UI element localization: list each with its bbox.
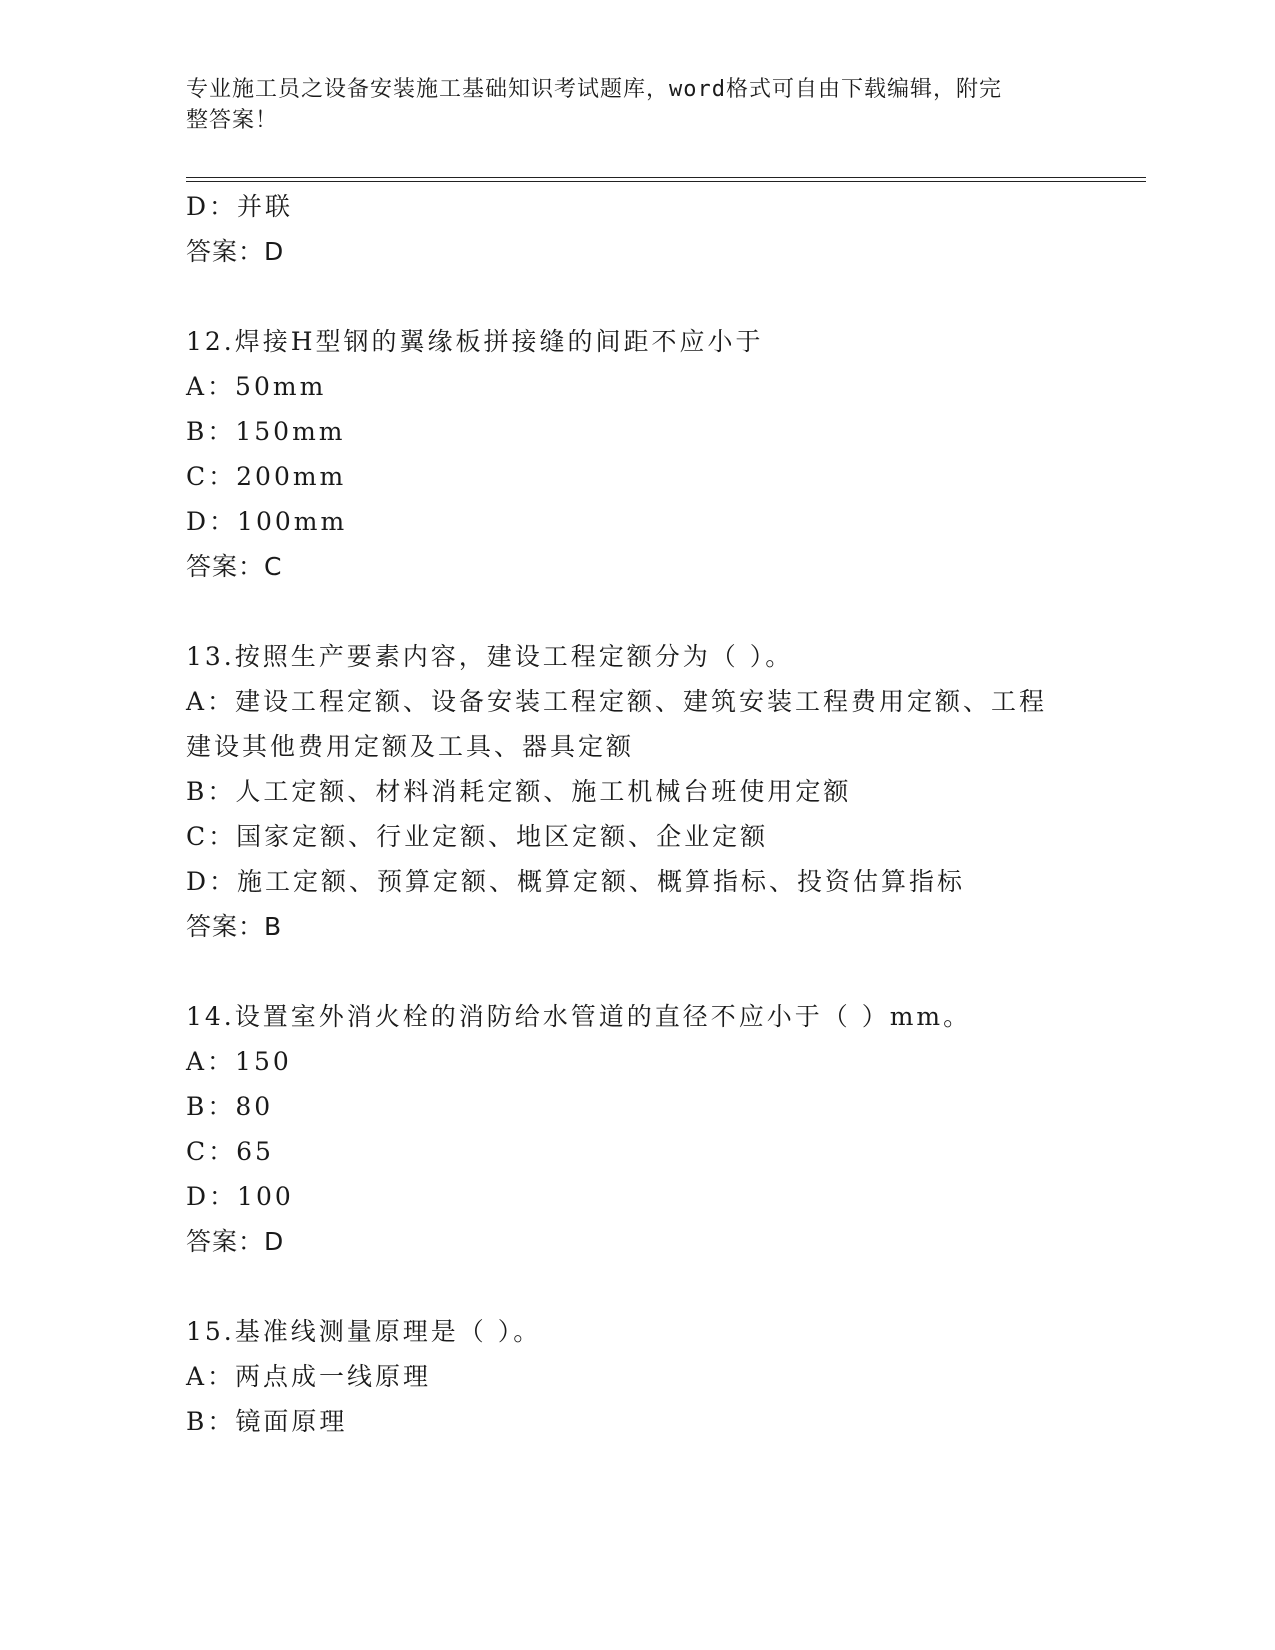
q14-option-a: A：150 [186, 1047, 292, 1076]
q14-question: 14.设置室外消火栓的消防给水管道的直径不应小于（ ）mm。 [186, 1002, 972, 1031]
q14-option-c: C：65 [186, 1137, 274, 1166]
q13-question: 13.按照生产要素内容，建设工程定额分为（ ）。 [186, 642, 794, 671]
q14-option-b: B：80 [186, 1092, 274, 1121]
q15-question: 15.基准线测量原理是（ ）。 [186, 1317, 542, 1346]
q13-option-d: D：施工定额、预算定额、概算定额、概算指标、投资估算指标 [186, 867, 966, 896]
q13-option-a-line-1: A：建设工程定额、设备安装工程定额、建筑安装工程费用定额、工程 [186, 687, 1048, 716]
q13-option-b: B：人工定额、材料消耗定额、施工机械台班使用定额 [186, 777, 852, 806]
q14-answer: 答案：D [186, 1227, 285, 1256]
q12-option-a: A：50mm [186, 372, 327, 401]
q11-answer: 答案：D [186, 237, 285, 266]
q12-question: 12.焊接H型钢的翼缘板拼接缝的间距不应小于 [186, 327, 764, 356]
header-line-1: 专业施工员之设备安装施工基础知识考试题库，word格式可自由下载编辑，附完 [186, 77, 1002, 102]
q12-option-b: B：150mm [186, 417, 346, 446]
q12-option-d: D：100mm [186, 507, 348, 536]
header-line-2: 整答案！ [186, 108, 279, 133]
q15-option-a: A：两点成一线原理 [186, 1362, 432, 1391]
header-divider-top [186, 177, 1146, 178]
q12-option-c: C：200mm [186, 462, 347, 491]
q14-option-d: D：100 [186, 1182, 294, 1211]
q15-option-b: B：镜面原理 [186, 1407, 348, 1436]
q13-answer: 答案：B [186, 912, 283, 941]
q12-answer: 答案：C [186, 552, 283, 581]
q13-option-a-line-2: 建设其他费用定额及工具、器具定额 [186, 732, 635, 761]
header-divider-bottom [186, 181, 1146, 182]
document-header [186, 74, 1066, 136]
q13-option-c: C：国家定额、行业定额、地区定额、企业定额 [186, 822, 769, 851]
q11-option-d: D：并联 [186, 192, 294, 221]
